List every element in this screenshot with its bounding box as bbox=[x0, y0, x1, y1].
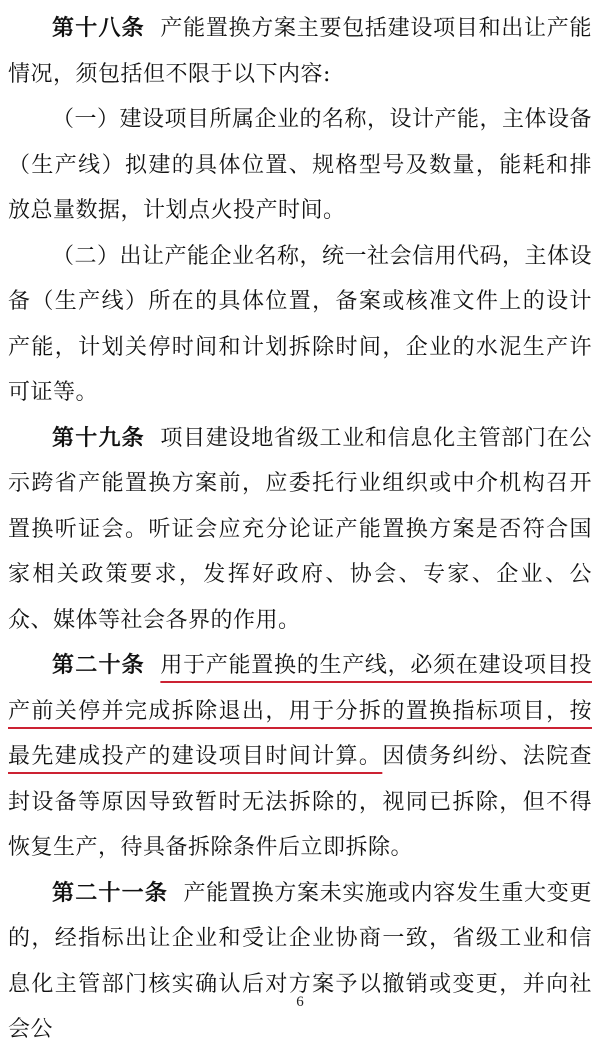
article-18-item-2-text: （二）出让产能企业名称，统一社会信用代码，主体设备（生产线）所在的具体位置，备案或核准文件上的设计产能，计划关停时间和计划拆除时间，企业的水泥生产许可证等。 bbox=[8, 243, 593, 405]
article-18-paragraph bbox=[8, 6, 592, 97]
article-18-item-1 bbox=[8, 97, 592, 234]
article-18-item-2 bbox=[8, 234, 592, 416]
article-20-paragraph bbox=[8, 643, 592, 871]
article-19-paragraph bbox=[8, 416, 592, 644]
article-20-heading: 第二十条 bbox=[52, 653, 145, 678]
article-20-underlined-text: 用于产能置换的生产线，必须在建设项目投产前关停并完成拆除退出，用于分拆的置换指标项目，按最先建成投产的建设项目时间计算。 bbox=[8, 653, 592, 769]
article-18-text: 产能置换方案主要包括建设项目和出让产能情况，须包括但不限于以下内容: bbox=[8, 16, 592, 87]
article-21-paragraph bbox=[8, 871, 592, 1053]
article-19-text: 项目建设地省级工业和信息化主管部门在公示跨省产能置换方案前，应委托行业组织或中介机构召开置换听证会。听证会应充分论证产能置换方案是否符合国家相关政策要求，发挥好政府、协会、专家、企业、公众、媒体等社会各界的作用。 bbox=[8, 425, 592, 633]
page-number: 6 bbox=[296, 994, 304, 1010]
article-20-text: 因债务纠纷、法院查封设备等原因导致暂时无法拆除的，视同已拆除，但不得恢复生产，待具备拆除条件后立即拆除。 bbox=[8, 744, 592, 860]
article-21-text: 产能置换方案未实施或内容发生重大变更的，经指标出让企业和受让企业协商一致，省级工业和信息化主管部门核实确认后对方案予以撤销或变更，并向社会公 bbox=[8, 880, 592, 1042]
article-21-heading: 第二十一条 bbox=[52, 880, 169, 906]
article-19-heading: 第十九条 bbox=[52, 425, 145, 451]
article-18-item-1-text: （一）建设项目所属企业的名称，设计产能，主体设备（生产线）拟建的具体位置、规格型号及数量，能耗和排放总量数据，计划点火投产时间。 bbox=[8, 107, 593, 223]
article-18-heading: 第十八条 bbox=[52, 16, 145, 41]
page-body bbox=[8, 6, 592, 1053]
